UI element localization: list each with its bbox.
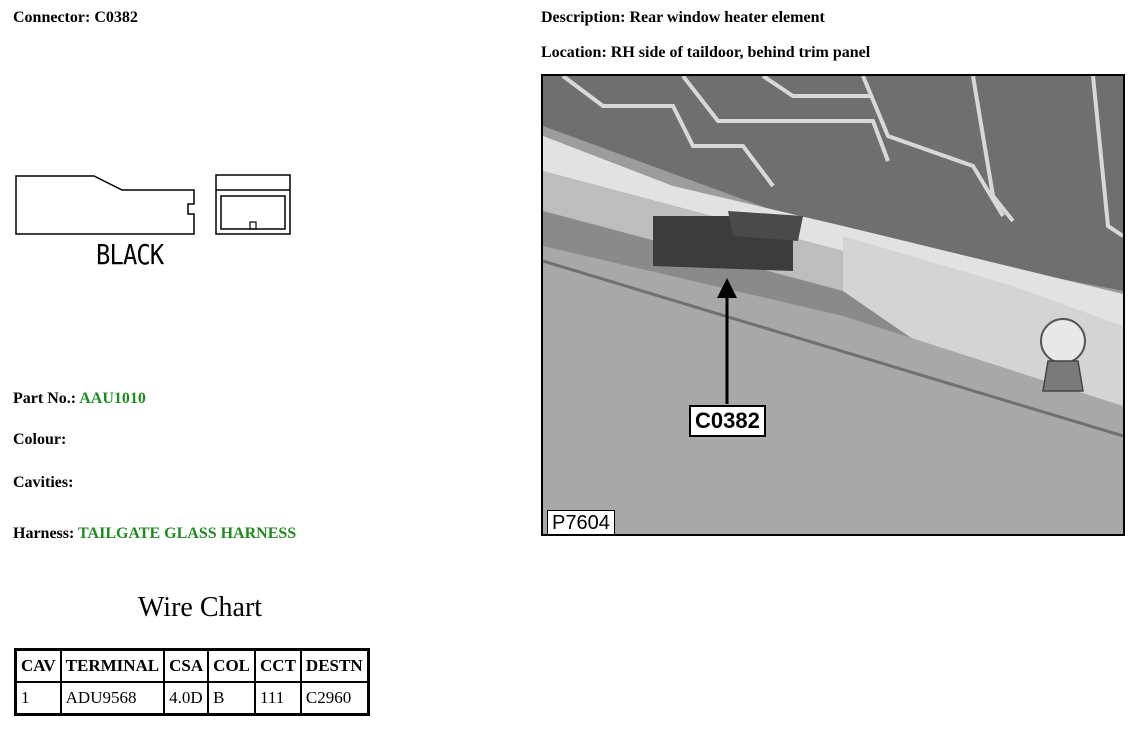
connector-field bbox=[13, 9, 138, 27]
connector-face-drawing bbox=[14, 172, 294, 238]
cavities-field bbox=[13, 474, 73, 492]
connector-value: C0382 bbox=[94, 9, 138, 26]
colour-label: Colour: bbox=[13, 431, 67, 448]
callout-label: C0382 bbox=[689, 405, 766, 437]
location-photo bbox=[541, 74, 1125, 536]
location-field bbox=[541, 44, 870, 62]
wire-chart-title: Wire Chart bbox=[138, 592, 263, 623]
connector-colour-text: BLACK bbox=[96, 238, 164, 271]
location-value: RH side of taildoor, behind trim panel bbox=[610, 44, 871, 61]
header-csa: CSA bbox=[164, 650, 208, 683]
location-label: Location: bbox=[541, 44, 607, 61]
cell-csa: 4.0D bbox=[164, 682, 208, 715]
harness-value[interactable]: TAILGATE GLASS HARNESS bbox=[78, 525, 297, 542]
header-col: COL bbox=[208, 650, 255, 683]
description-label: Description: bbox=[541, 9, 626, 26]
photo-reference: P7604 bbox=[547, 510, 615, 536]
colour-field bbox=[13, 431, 66, 449]
table-row bbox=[16, 682, 369, 715]
photo-illustration bbox=[543, 76, 1123, 534]
part-number-field bbox=[13, 390, 146, 408]
description-value: Rear window heater element bbox=[629, 9, 825, 26]
cavities-label: Cavities: bbox=[13, 474, 74, 491]
wire-chart-table bbox=[14, 648, 370, 716]
table-header-row bbox=[16, 650, 369, 683]
part-number-value[interactable]: AAU1010 bbox=[79, 390, 146, 407]
header-destn: DESTN bbox=[301, 650, 368, 683]
harness-field bbox=[13, 525, 296, 543]
part-number-label: Part No.: bbox=[13, 390, 77, 407]
header-cct: CCT bbox=[255, 650, 301, 683]
description-field bbox=[541, 9, 825, 27]
cell-col: B bbox=[208, 682, 255, 715]
cell-terminal: ADU9568 bbox=[61, 682, 165, 715]
cell-cct: 111 bbox=[255, 682, 301, 715]
connector-label: Connector: bbox=[13, 9, 91, 26]
header-terminal: TERMINAL bbox=[61, 650, 165, 683]
cell-cav: 1 bbox=[16, 682, 61, 715]
harness-label: Harness: bbox=[13, 525, 75, 542]
header-cav: CAV bbox=[16, 650, 61, 683]
cell-destn: C2960 bbox=[301, 682, 368, 715]
